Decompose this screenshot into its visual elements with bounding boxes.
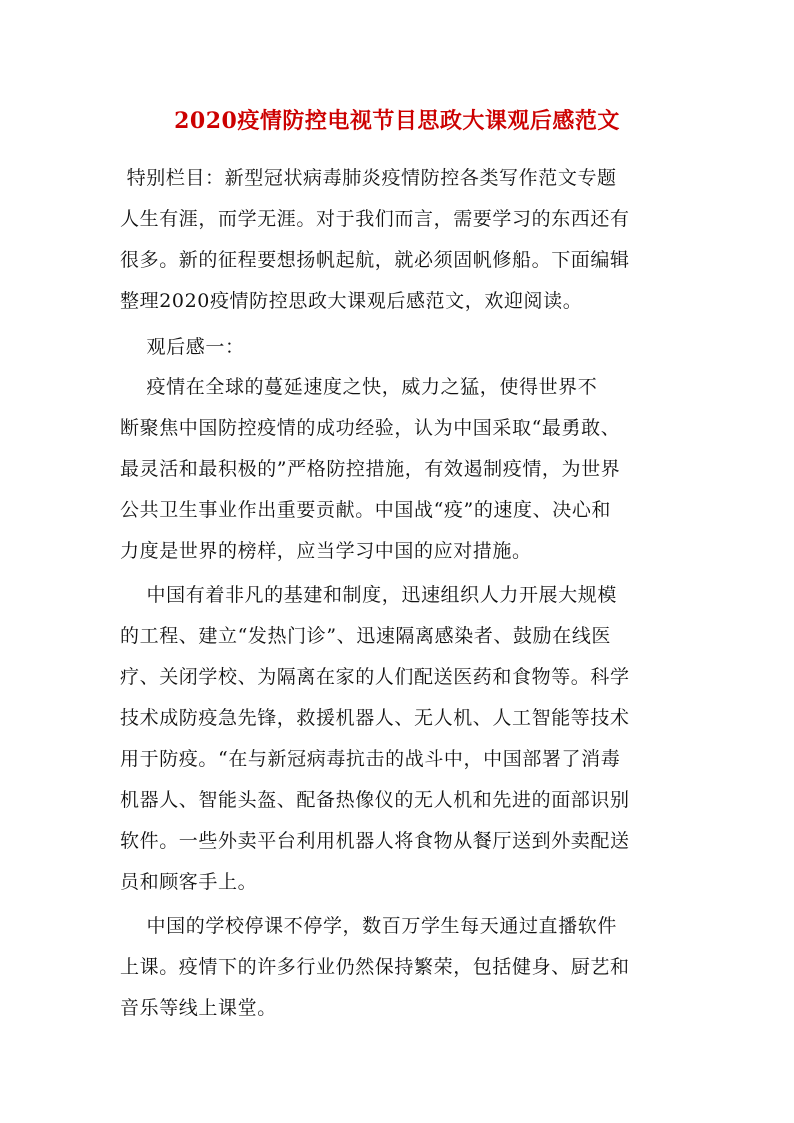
text-line: 最灵活和最积极的”严格防控措施，有效遏制疫情，为世界 (120, 458, 621, 480)
text-line: 中国有着非凡的基建和制度，迅速组织人力开展大规模 (120, 584, 617, 606)
text-line: 软件。一些外卖平台利用机器人将食物从餐厅送到外卖配送 (120, 830, 630, 852)
section-heading (120, 327, 680, 368)
text-line: 公共卫生事业作出重要贡献。中国战“疫”的速度、决心和 (120, 499, 612, 521)
text-line: 特别栏目：新型冠状病毒肺炎疫情防控各类写作范文专题 (120, 167, 617, 189)
text-line: 力度是世界的榜样，应当学习中国的应对措施。 (120, 540, 532, 562)
text-line: 音乐等线上课堂。 (120, 997, 277, 1019)
text-line: 中国的学校停课不停学，数百万学生每天通过直播软件 (120, 915, 617, 937)
document-title: 2020疫情防控电视节目思政大课观后感范文 (174, 108, 620, 134)
text-line: 疫情在全球的蔓延速度之快，威力之猛，使得世界不 (120, 376, 598, 398)
paragraph-intro (120, 158, 680, 322)
text-line: 疗、关闭学校、为隔离在家的人们配送医药和食物等。科学 (120, 666, 630, 688)
paragraph-1 (120, 367, 680, 572)
text-line: 机器人、智能头盔、配备热像仪的无人机和先进的面部识别 (120, 789, 630, 811)
text-line: 用于防疫。“在与新冠病毒抗击的战斗中，中国部署了消毒 (120, 748, 621, 770)
paragraph-3 (120, 906, 680, 1029)
text-line: 整理2020疫情防控思政大课观后感范文，欢迎阅读。 (120, 290, 583, 312)
text-line: 的工程、建立“发热门诊”、迅速隔离感染者、鼓励在线医 (120, 625, 612, 647)
text-line: 很多。新的征程要想扬帆起航，就必须固帆修船。下面编辑 (120, 249, 630, 271)
text-line: 上课。疫情下的许多行业仍然保持繁荣，包括健身、厨艺和 (120, 956, 630, 978)
text-line: 断聚焦中国防控疫情的成功经验，认为中国采取“最勇敢、 (120, 417, 621, 439)
text-line: 技术成防疫急先锋，救援机器人、无人机、人工智能等技术 (120, 707, 630, 729)
text-line: 人生有涯，而学无涯。对于我们而言，需要学习的东西还有 (120, 208, 630, 230)
text-line: 观后感一： (120, 336, 245, 358)
paragraph-2 (120, 575, 680, 903)
text-line: 员和顾客手上。 (120, 871, 258, 893)
